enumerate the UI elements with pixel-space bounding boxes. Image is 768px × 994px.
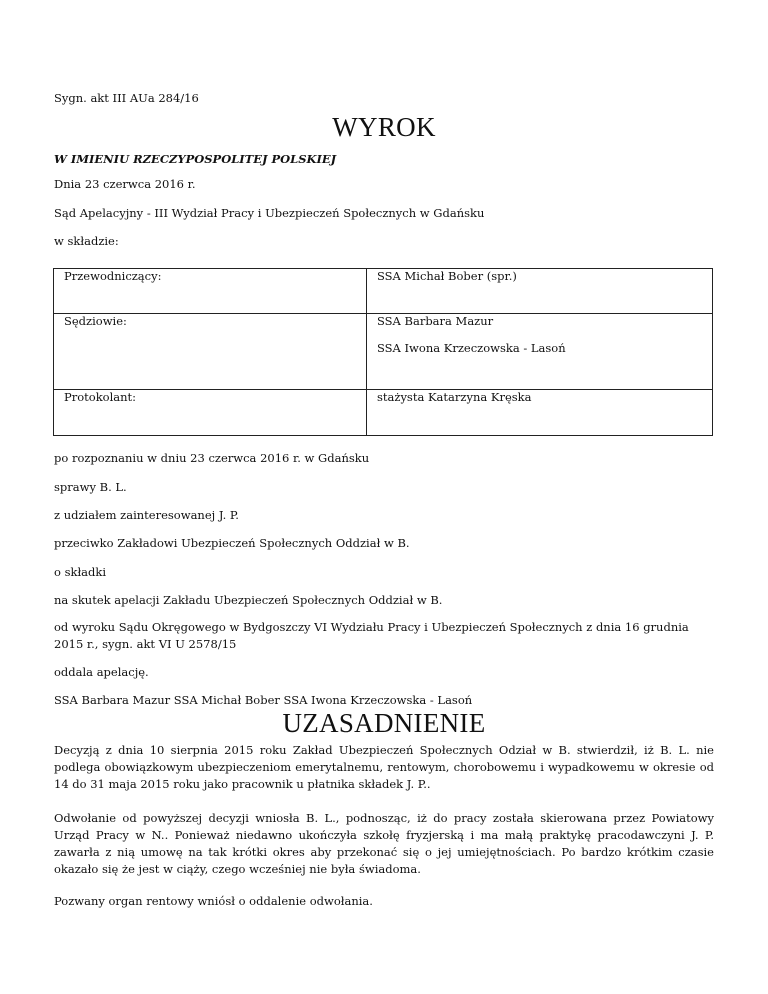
judge-name: SSA Iwona Krzeczowska - Lasoń (377, 341, 566, 355)
judgment-title: WYROK (332, 112, 436, 142)
court-name: Sąd Apelacyjny - III Wydział Pracy i Ubezpieczeń Społecznych w Gdańsku (54, 206, 485, 220)
judges-value (367, 314, 713, 390)
ruling-line: sprawy B. L. (54, 480, 127, 494)
composition-table (53, 268, 713, 436)
justification-title: UZASADNIENIE (282, 708, 486, 738)
judge-signatures: SSA Barbara Mazur SSA Michał Bober SSA Iwona Krzeczowska - Lasoń (54, 693, 473, 707)
ruling-line: na skutek apelacji Zakładu Ubezpieczeń Społecznych Oddział w B. (54, 593, 443, 607)
ruling-line: po rozpoznaniu w dniu 23 czerwca 2016 r. w Gdańsku (54, 451, 370, 465)
judgment-subtitle: W IMIENIU RZECZYPOSPOLITEJ POLSKIEJ (54, 152, 337, 166)
ruling-line: z udziałem zainteresowanej J. P. (54, 508, 239, 522)
chair-value: SSA Michał Bober (spr.) (367, 269, 713, 314)
justification-paragraph: Odwołanie od powyższej decyzji wniosła B. L., podnosząc, iż do pracy została skierowana przez Powiatowy Urząd Pracy w N.. Ponieważ niedawno ukończyła szkołę fryzjerską i ma małą praktykę pracodawczyni J. P. zawarła z nią umowę na tak krótki okres aby przekonać się o jej umiejętnościach. Po bardzo krótkim czasie okazało się że jest w ciąży, czego wcześniej nie była świadoma. (54, 811, 714, 876)
case-signature: Sygn. akt III AUa 284/16 (54, 91, 199, 105)
chair-label: Przewodniczący: (54, 269, 367, 314)
judge-name: SSA Barbara Mazur (377, 314, 494, 328)
clerk-label: Protokolant: (54, 390, 367, 436)
justification-paragraph: Pozwany organ rentowy wniósł o oddalenie odwołania. (54, 894, 373, 908)
judgment-date: Dnia 23 czerwca 2016 r. (54, 177, 196, 191)
clerk-value: stażysta Katarzyna Kręska (367, 390, 713, 436)
ruling-line: od wyroku Sądu Okręgowego w Bydgoszczy VI Wydziału Pracy i Ubezpieczeń Społecznych z dnia 16 grudnia 2015 r., sygn. akt VI U 2578/15 (54, 620, 689, 651)
judges-label: Sędziowie: (54, 314, 367, 390)
table-row (54, 390, 713, 436)
ruling-line: o składki (54, 565, 107, 579)
ruling-line: przeciwko Zakładowi Ubezpieczeń Społecznych Oddział w B. (54, 536, 410, 550)
table-row (54, 314, 713, 390)
composition-intro: w składzie: (54, 234, 119, 248)
ruling-decision: oddala apelację. (54, 665, 149, 679)
table-row (54, 269, 713, 314)
justification-paragraph: Decyzją z dnia 10 sierpnia 2015 roku Zakład Ubezpieczeń Społecznych Odział w B. stwierdził, iż B. L. nie podlega obowiązkowym ubezpieczeniom emerytalnemu, rentowym, chorobowemu i wypadkowemu w okresie od 14 do 31 maja 2015 roku jako pracownik u płatnika składek J. P.. (54, 743, 714, 791)
